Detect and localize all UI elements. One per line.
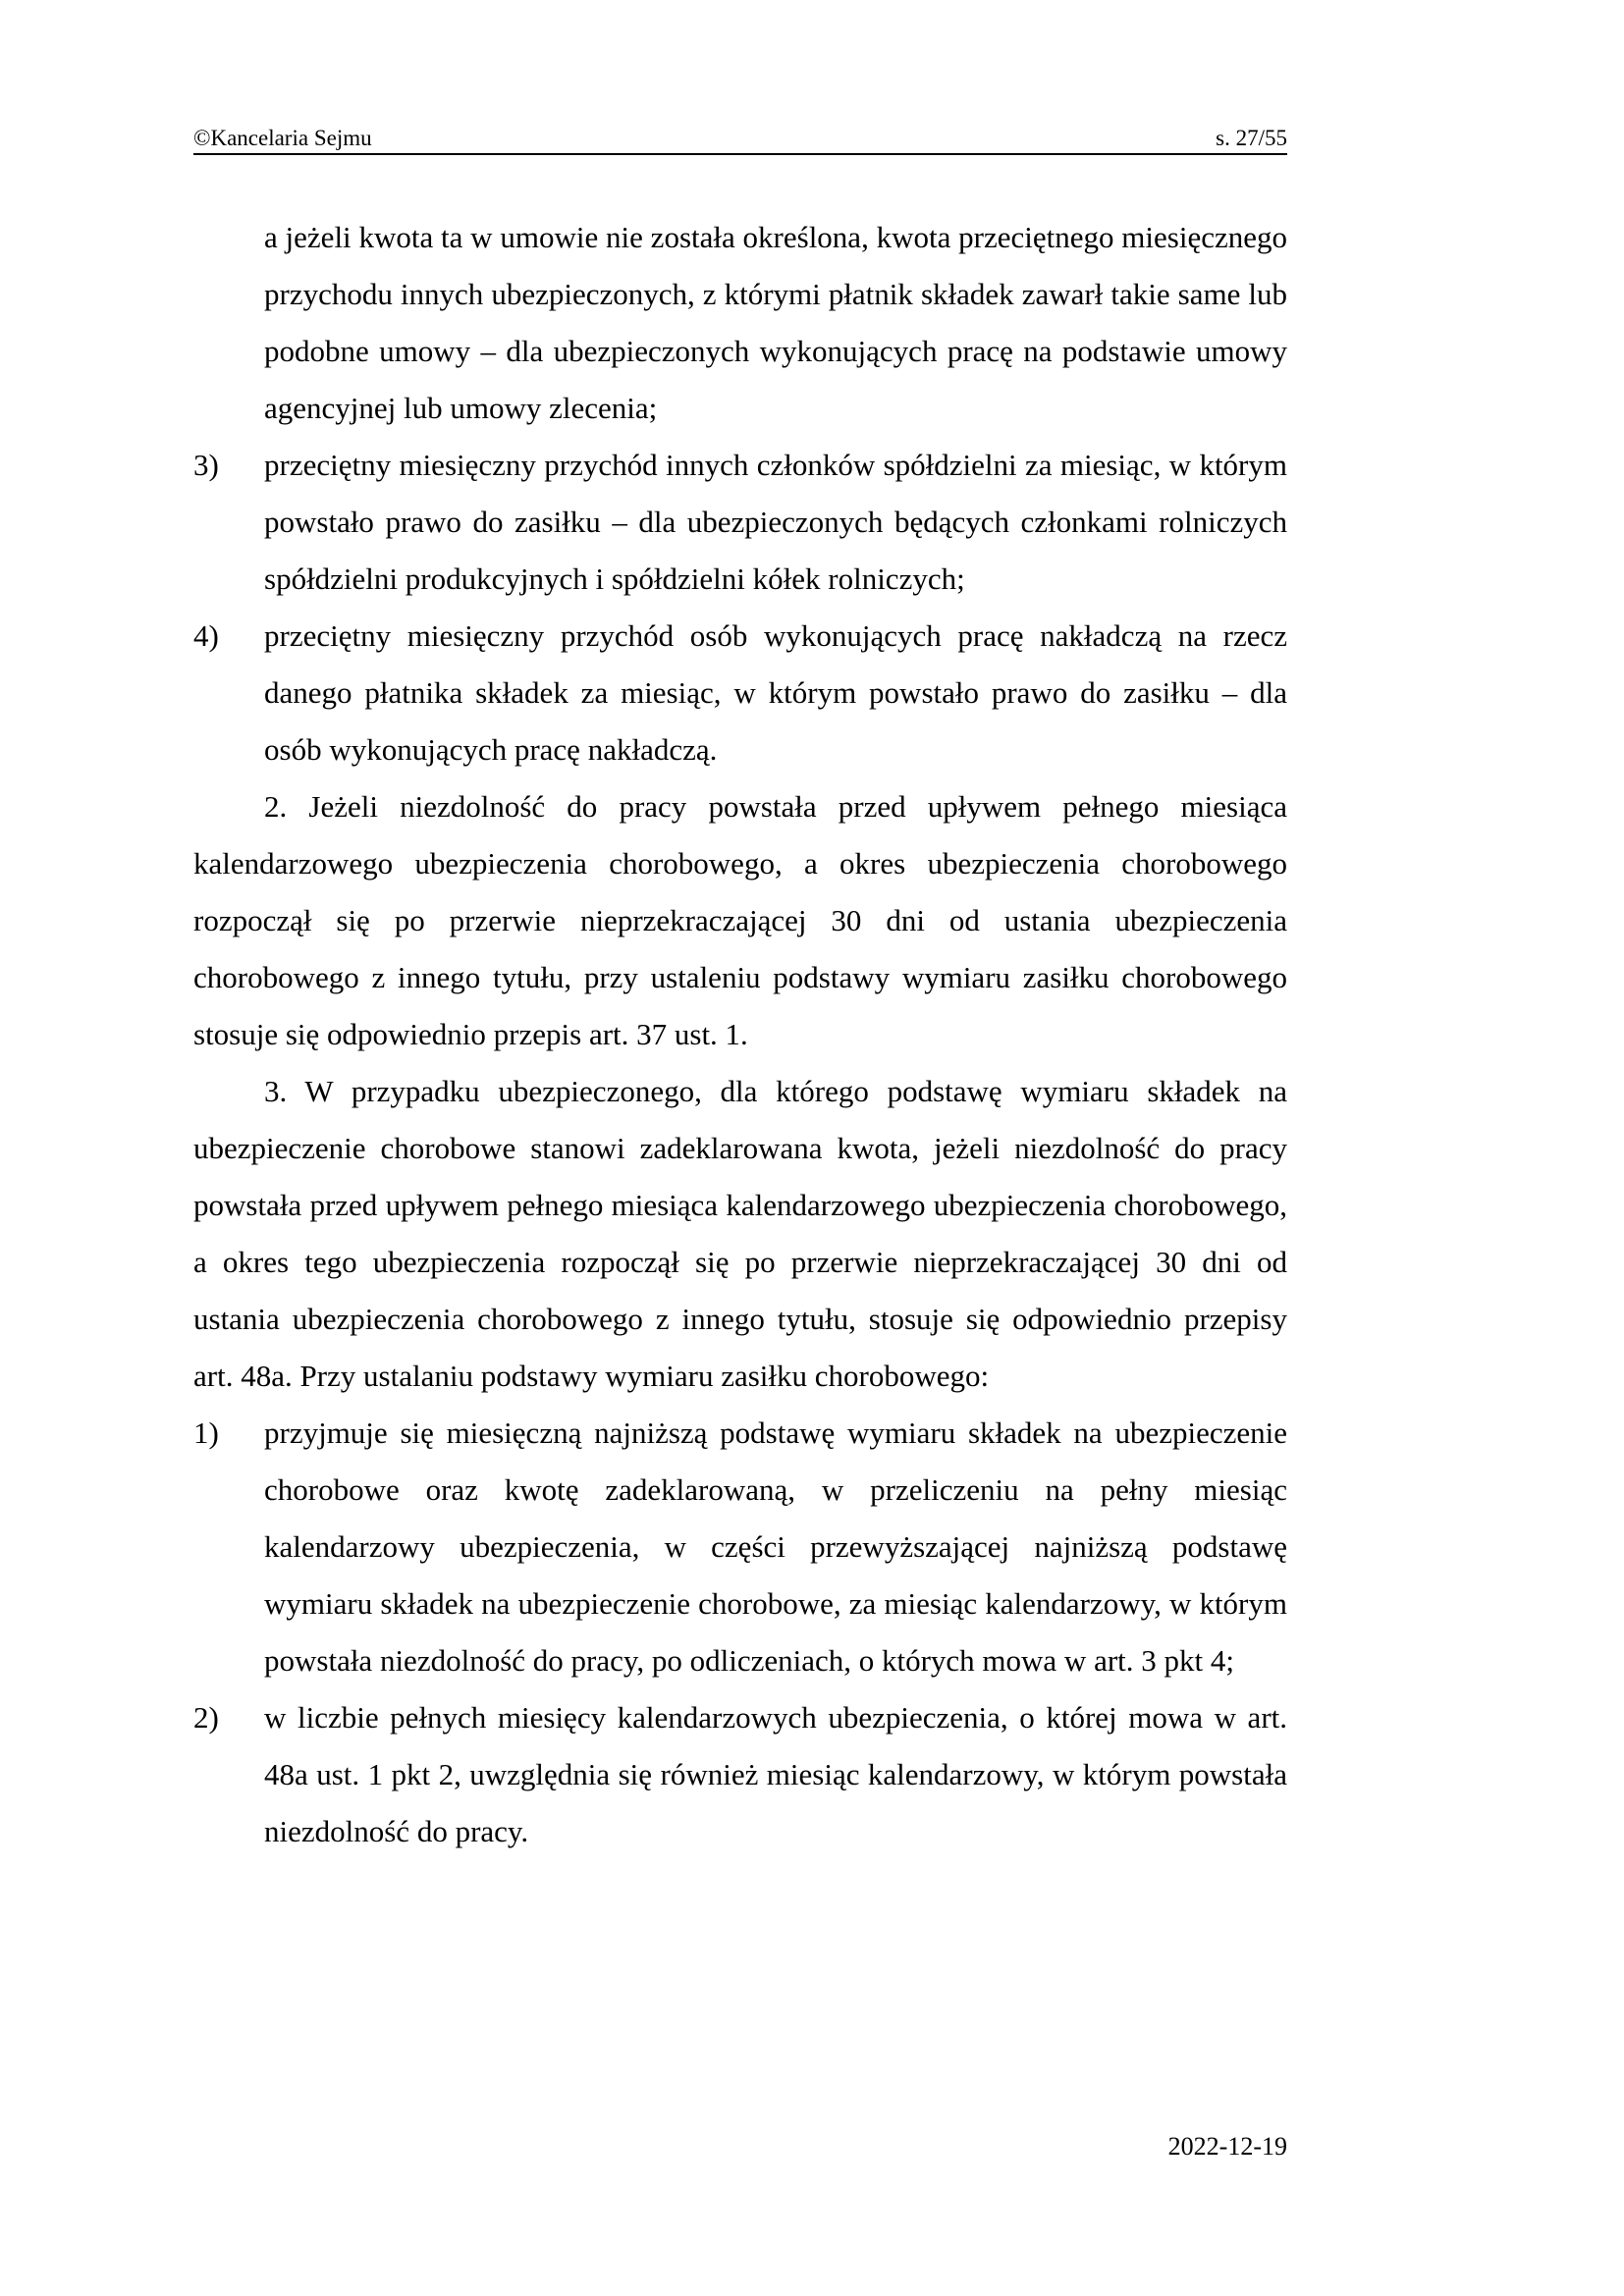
list-item-text: przeciętny miesięczny przychód osób wykonujących pracę nakładczą na rzecz danego płatnika składek za miesiąc, w którym powstało prawo do zasiłku – dla osób wykonujących pracę nakładczą.	[264, 618, 1287, 767]
header-page-number: s. 27/55	[1216, 126, 1287, 150]
paragraph-3: 3. W przypadku ubezpieczonego, dla którego podstawę wymiaru składek na ubezpieczenie chorobowe stanowi zadeklarowana kwota, jeżeli niezdolność do pracy powstała przed upływem pełnego miesiąca kalendarzowego ubezpieczenia chorobowego, a okres tego ubezpieczenia rozpoczął się po przerwie nieprzekraczającej 30 dni od ustania ubezpieczenia chorobowego z innego tytułu, stosuje się odpowiednio przepisy art. 48a. Przy ustalaniu podstawy wymiaru zasiłku chorobowego:	[193, 1074, 1287, 1393]
list-item-number: 1)	[193, 1415, 219, 1450]
paragraph-2: 2. Jeżeli niezdolność do pracy powstała przed upływem pełnego miesiąca kalendarzowego ubezpieczenia chorobowego, a okres ubezpieczenia chorobowego rozpoczął się po przerwie nieprzekraczającej 30 dni od ustania ubezpieczenia chorobowego z innego tytułu, przy ustaleniu podstawy wymiaru zasiłku chorobowego stosuje się odpowiednio przepis art. 37 ust. 1.	[193, 789, 1287, 1051]
list-item-text: przeciętny miesięczny przychód innych członków spółdzielni za miesiąc, w którym powstało prawo do zasiłku – dla ubezpieczonych będących członkami rolniczych spółdzielni produkcyjnych i spółdzielni kółek rolniczych;	[264, 448, 1287, 596]
list-item	[193, 437, 1287, 608]
list-item-text: w liczbie pełnych miesięcy kalendarzowych ubezpieczenia, o której mowa w art. 48a ust. 1 pkt 2, uwzględnia się również miesiąc kalendarzowy, w którym powstała niezdolność do pracy.	[264, 1700, 1287, 1848]
document-body	[193, 209, 1287, 1860]
list-item-text: przyjmuje się miesięczną najniższą podstawę wymiaru składek na ubezpieczenie chorobowe oraz kwotę zadeklarowaną, w przeliczeniu na pełny miesiąc kalendarzowy ubezpieczenia, w części przewyższającej najniższą podstawę wymiaru składek na ubezpieczenie chorobowe, za miesiąc kalendarzowy, w którym powstała niezdolność do pracy, po odliczeniach, o których mowa w art. 3 pkt 4;	[264, 1415, 1287, 1678]
list-item-number: 2)	[193, 1700, 219, 1735]
list-item	[193, 608, 1287, 778]
page-header	[193, 126, 1287, 155]
list-item	[193, 1405, 1287, 1689]
footer-date: 2022-12-19	[1167, 2132, 1287, 2161]
header-publisher: ©Kancelaria Sejmu	[193, 126, 372, 150]
list-item-number: 3)	[193, 448, 219, 482]
continued-paragraph: a jeżeli kwota ta w umowie nie została określona, kwota przeciętnego miesięcznego przychodu innych ubezpieczonych, z którymi płatnik składek zawarł takie same lub podobne umowy – dla ubezpieczonych wykonujących pracę na podstawie umowy agencyjnej lub umowy zlecenia;	[264, 220, 1287, 425]
list-item-number: 4)	[193, 618, 219, 653]
list-item	[193, 1689, 1287, 1860]
